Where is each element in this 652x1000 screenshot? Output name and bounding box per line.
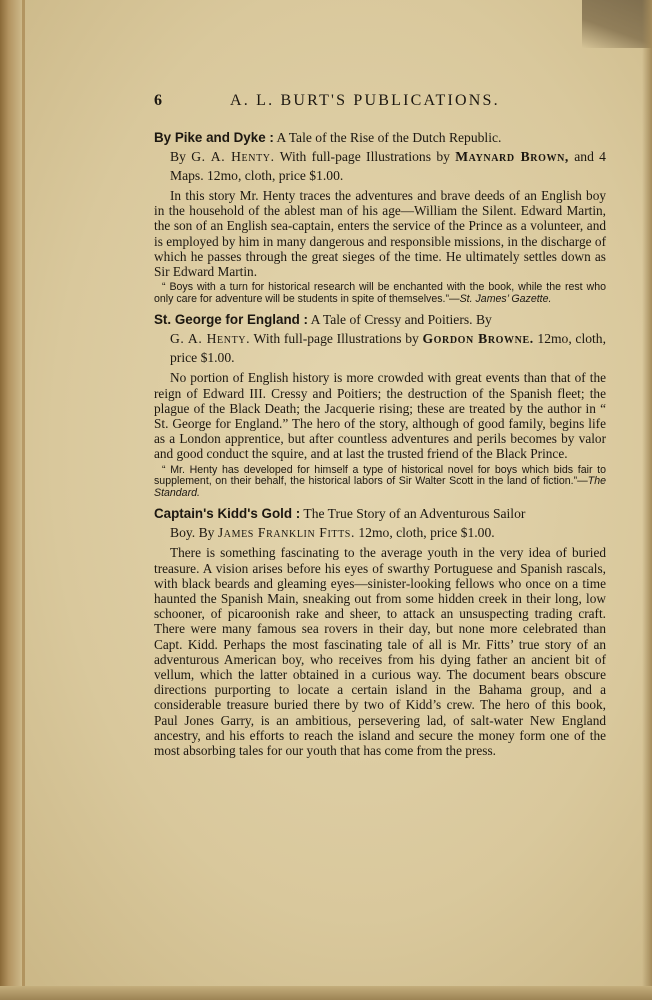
book-title: St. George for England : xyxy=(154,312,308,328)
book-subtitle: The True Story of an Adventurous Sailor xyxy=(303,506,526,522)
review-quote xyxy=(154,465,606,500)
by-label: By xyxy=(475,312,492,328)
author-name: G. A. Henty. xyxy=(170,331,251,347)
author-name: James Franklin Fitts. xyxy=(217,525,355,541)
quote-text: “ Mr. Henty has developed for himself a type of historical novel for boys which bids fair to supplement, on their behalf, the historical labors of Sir Walter Scott in the land of fiction.”— xyxy=(154,463,606,488)
entry-credits xyxy=(154,523,606,542)
entry-credits xyxy=(154,147,606,185)
entry-heading xyxy=(154,504,606,542)
page-edge-right xyxy=(642,0,652,1000)
price-details: and 4 Maps. 12mo, cloth, price $1.00. xyxy=(170,149,606,183)
entry-heading xyxy=(154,128,606,185)
running-head: A. L. BURT'S PUBLICATIONS. xyxy=(230,92,500,109)
book-entry xyxy=(154,128,606,305)
illustration-note: With full-page Illustrations by xyxy=(253,331,419,347)
book-entry xyxy=(154,310,606,499)
by-label: By xyxy=(170,149,186,164)
illustrator-name: Gordon Browne. xyxy=(422,331,534,347)
illustrator-name: Maynard Brown, xyxy=(455,149,569,164)
book-entry xyxy=(154,504,606,758)
price-details: 12mo, cloth, price $1.00. xyxy=(170,331,607,366)
book-description: In this story Mr. Henty traces the adventures and brave deeds of an English boy in the household of the ablest man of his age—William the Silent. Edward Martin, the son of an English sea-captain, enters the service of the Prince as a volunteer, and is employed by him in many dangerous and responsible missions, in the discharge of which he passes through the great sieges of the time. He ultimately settles down as Sir Edward Martin. xyxy=(154,188,606,280)
quote-text: “ Boys with a turn for historical research will be enchanted with the book, while the rest who only care for adventure will be students in spite of themselves.”— xyxy=(154,281,606,305)
book-description: There is something fascinating to the average youth in the very idea of buried treasure. A vision arises before his eyes of swarthy Portuguese and Spanish rascals, with black beards and gleaming eyes—sinister-looking fellows who once on a time haunted the Spanish Main, sneaking out from some hidden creek in their long, low schooner, of picaroonish rake and sheer, to attack an unsuspecting trading craft. There were many famous sea rovers in their day, but none more celebrated than Capt. Kidd. Perhaps the most fascinating tale of all is Mr. Fitts’ true story of an adventurous American boy, who receives from his dying father an ancient bit of vellum, which the latter obtained in a curious way. The document bears obscure directions purporting to locate a certain island in the Bahama group, and a considerable treasure buried there by two of Kidd’s crew. The hero of this book, Paul Jones Garry, is an ambitious, persevering lad, of salt-water New England ancestry, and his efforts to reach the island and secure the money form one of the most absorbing tales for our youth that has come from the press. xyxy=(154,545,606,759)
entry-credits xyxy=(154,329,606,367)
author-name: G. A. Henty. xyxy=(191,149,275,164)
entry-heading xyxy=(154,310,606,367)
page-edge-bottom xyxy=(0,986,652,1000)
book-title: By Pike and Dyke : xyxy=(154,130,274,145)
page-number: 6 xyxy=(154,92,164,109)
gutter-line xyxy=(22,0,25,1000)
book-title: Captain's Kidd's Gold : xyxy=(154,506,301,522)
book-subtitle: A Tale of Cressy and Poitiers. xyxy=(310,312,473,328)
price-details: 12mo, cloth, price $1.00. xyxy=(358,525,495,541)
book-subtitle: A Tale of the Rise of the Dutch Republic. xyxy=(276,130,502,145)
illustration-note: With full-page Illustrations by xyxy=(279,149,450,164)
page-content xyxy=(154,92,606,762)
book-description: No portion of English history is more crowded with great events than that of the reign of Edward III. Cressy and Poitiers; the destruction of the Spanish fleet; the plague of the Black Death; the Jacquerie rising; these are treated by the author in “ St. George for England.” The hero of the story, although of good family, begins life as a London apprentice, but after countless adventures and perils becomes by valor and good conduct the squire, and at last the trusted friend of the Black Prince. xyxy=(154,370,606,462)
by-label: Boy. By xyxy=(170,525,215,541)
quote-source: The Standard. xyxy=(154,475,606,499)
page-header xyxy=(154,92,606,114)
book-spine xyxy=(0,0,22,1000)
review-quote xyxy=(154,282,606,305)
quote-source: St. James’ Gazette. xyxy=(459,292,552,305)
